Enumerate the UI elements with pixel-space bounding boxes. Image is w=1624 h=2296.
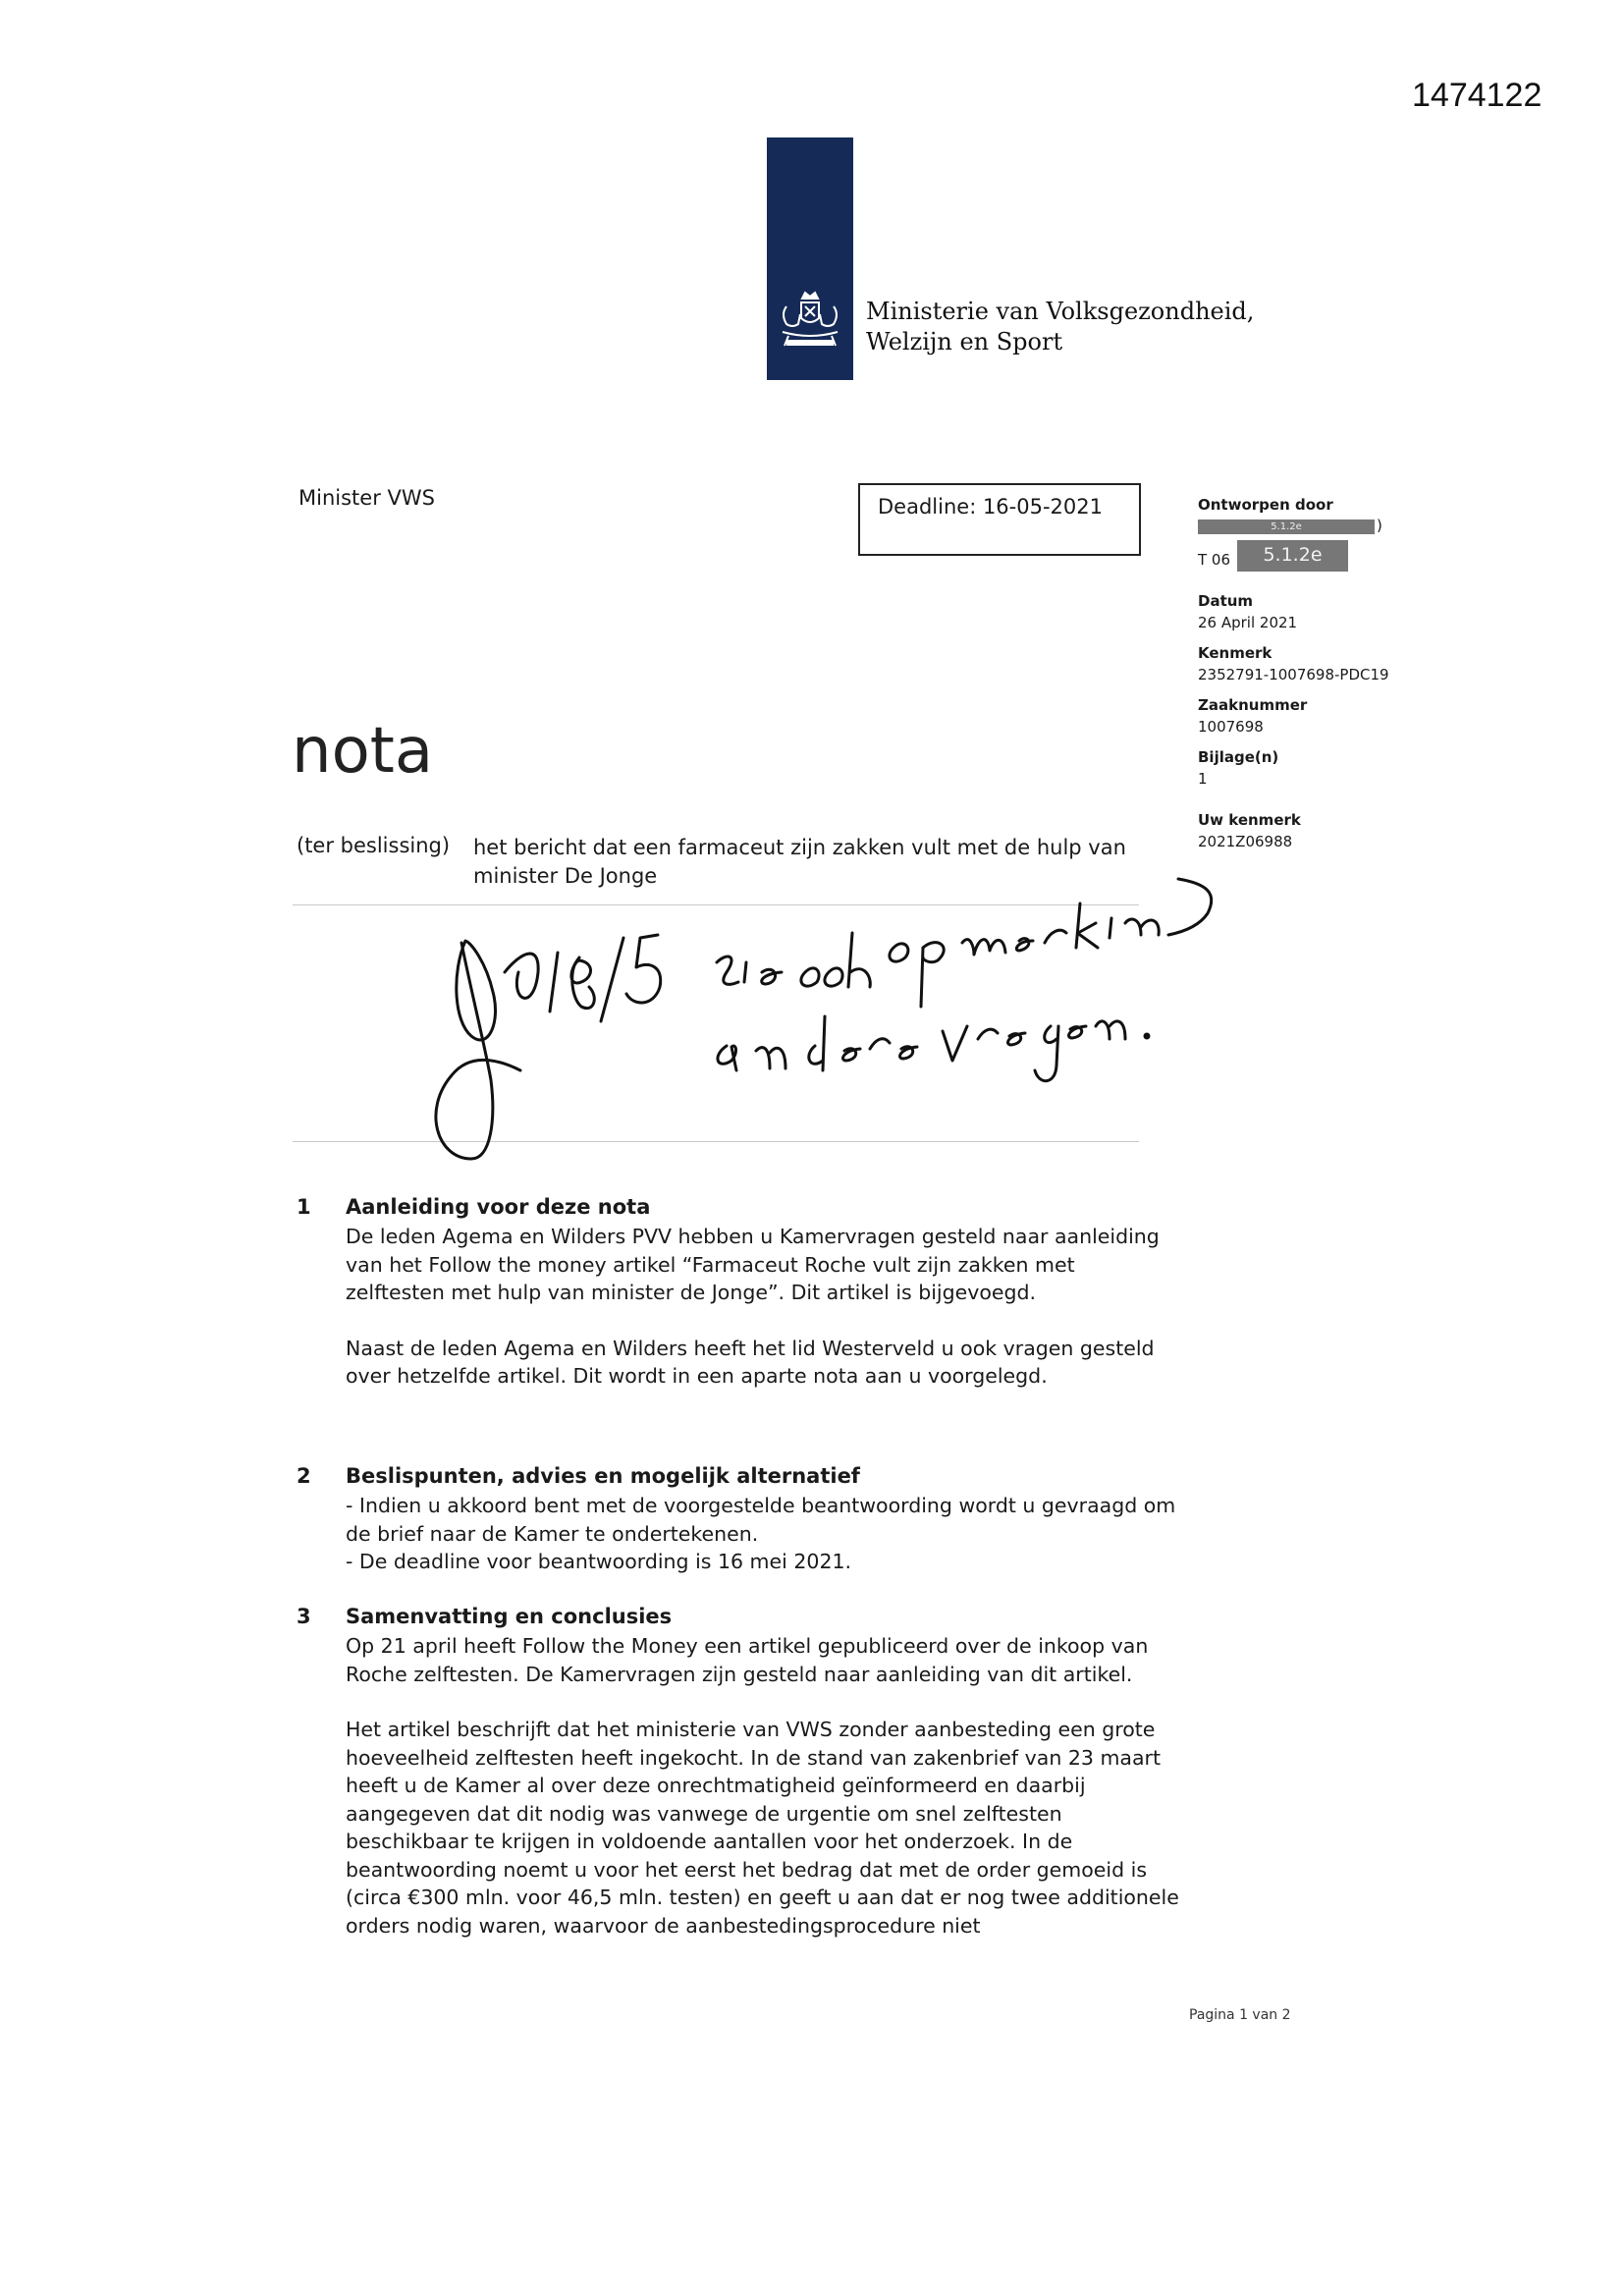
- coat-of-arms-icon: [773, 285, 847, 354]
- subject-line1: het bericht dat een farmaceut zijn zakken vult met de hulp van: [473, 836, 1126, 859]
- section-title: Samenvatting en conclusies: [346, 1605, 673, 1628]
- datum-label: Datum: [1198, 592, 1254, 610]
- subject-label: (ter beslissing): [297, 834, 451, 857]
- ministry-name-line2: Welzijn en Sport: [866, 328, 1063, 355]
- page-footer: Pagina 1 van 2: [1189, 2007, 1291, 2023]
- section-body: [346, 1492, 1180, 1576]
- paragraph: Het artikel beschrijft dat het ministerie van VWS zonder aanbesteding een grote hoeveelheid zelftesten heeft ingekocht. In de stand van zakenbrief van 23 maart heeft u de Kamer al over deze onrechtmatigheid geïnformeerd en daarbij aangegeven dat dit nodig was vanwege de urgentie om snel zelftesten beschikbaar te krijgen in voldoende aantallen voor het onderzoek. In de beantwoording noemt u voor het eerst het bedrag dat met de order gemoeid is (circa €300 mln. voor 46,5 mln. testen) en geeft u aan dat er nog twee additionele orders nodig waren, waarvoor de aanbestedingsprocedure niet: [346, 1718, 1179, 1938]
- ministry-name-line1: Ministerie van Volksgezondheid,: [866, 298, 1255, 325]
- redacted-name-box: 5.1.2e: [1198, 519, 1375, 534]
- kenmerk-value: 2352791-1007698-PDC19: [1198, 666, 1389, 683]
- section-body: [346, 1632, 1180, 1940]
- deadline-box: [858, 483, 1141, 556]
- section-title: Aanleiding voor deze nota: [346, 1195, 651, 1219]
- paragraph: De leden Agema en Wilders PVV hebben u Kamervragen gesteld naar aanleiding van het Follow the money artikel “Farmaceut Roche vult zijn zakken met zelftesten met hulp van minister de Jonge”. Dit artikel is bijgevoegd.: [346, 1225, 1160, 1304]
- redacted-phone-box: 5.1.2e: [1237, 540, 1348, 572]
- closing-paren: ): [1377, 517, 1382, 534]
- paragraph: Naast de leden Agema en Wilders heeft het lid Westerveld u ook vragen gesteld over hetzelfde artikel. Dit wordt in een aparte nota aan u voorgelegd.: [346, 1336, 1155, 1388]
- section-body: [346, 1223, 1180, 1391]
- datum-value: 26 April 2021: [1198, 614, 1298, 631]
- handwritten-annotation: [432, 825, 1237, 1188]
- kenmerk-label: Kenmerk: [1198, 644, 1272, 662]
- document-id-number: 1474122: [1412, 77, 1543, 114]
- zaaknummer-label: Zaaknummer: [1198, 696, 1308, 714]
- zaaknummer-value: 1007698: [1198, 718, 1264, 736]
- document-type-title: nota: [292, 715, 434, 788]
- bijlage-value: 1: [1198, 770, 1208, 788]
- bijlage-label: Bijlage(n): [1198, 748, 1279, 766]
- section-title: Beslispunten, advies en mogelijk alternatief: [346, 1464, 860, 1488]
- subject-line2: minister De Jonge: [473, 864, 658, 888]
- uw-kenmerk-label: Uw kenmerk: [1198, 811, 1301, 829]
- section-number: 2: [297, 1464, 311, 1488]
- uw-kenmerk-value: 2021Z06988: [1198, 833, 1293, 850]
- section-number: 3: [297, 1605, 311, 1628]
- addressee: Minister VWS: [298, 486, 435, 510]
- ministry-name: [866, 297, 1254, 357]
- ontworpen-door-label: Ontworpen door: [1198, 496, 1333, 514]
- telephone-prefix: T 06: [1198, 551, 1231, 569]
- paragraph: - Indien u akkoord bent met de voorgestelde beantwoording wordt u gevraagd om de brief naar de Kamer te ondertekenen. - De deadline voor beantwoording is 16 mei 2021.: [346, 1494, 1176, 1573]
- section-number: 1: [297, 1195, 311, 1219]
- deadline-text: Deadline: 16-05-2021: [878, 495, 1103, 519]
- paragraph: Op 21 april heeft Follow the Money een artikel gepubliceerd over de inkoop van Roche zelftesten. De Kamervragen zijn gesteld naar aanleiding van dit artikel.: [346, 1634, 1149, 1686]
